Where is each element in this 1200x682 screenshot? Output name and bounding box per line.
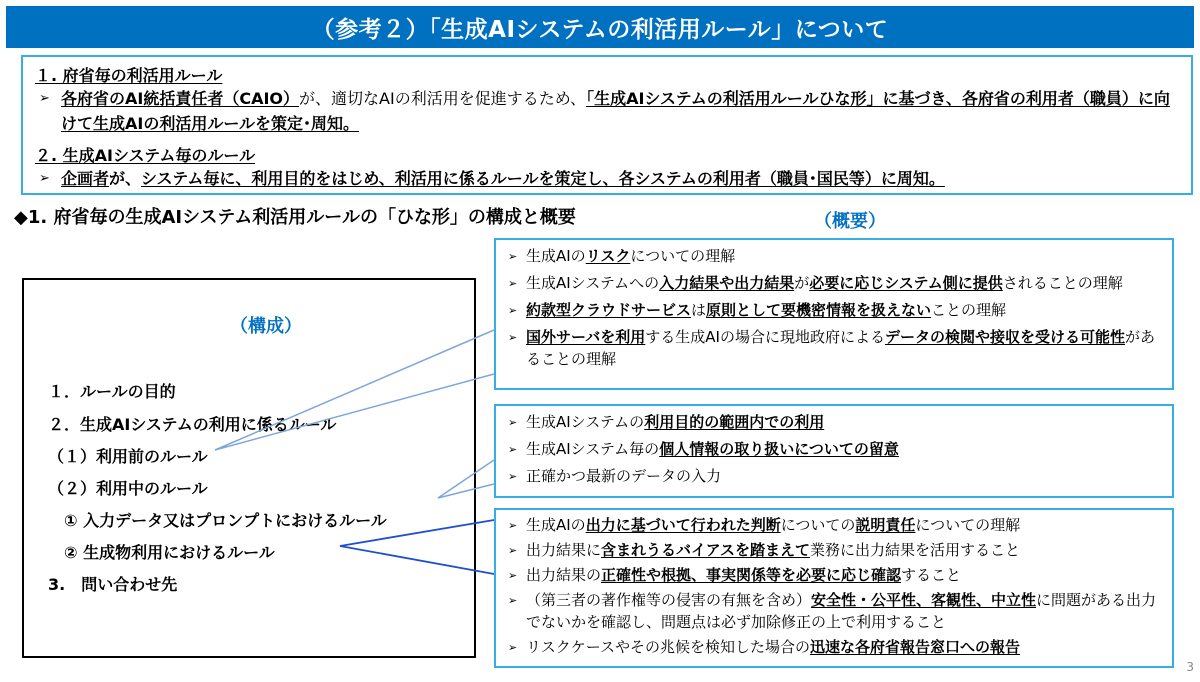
page-title: （参考２）「生成AIシステムの利活用ルール」について [6, 6, 1194, 48]
text: 正確かつ最新のデータの入力 [526, 467, 722, 485]
arrow-right-icon: ➢ [508, 250, 518, 263]
arrow-right-icon: ➢ [508, 519, 518, 532]
list-item [504, 438, 1164, 460]
rule2-text: が、 [109, 169, 142, 188]
structure-item: ２．生成AIシステムの利用に係るルール [48, 415, 337, 434]
text: が [794, 274, 810, 292]
arrow-right-icon: ➢ [508, 641, 518, 654]
emphasis: 出力に基づいて行われた判断 [585, 516, 781, 534]
text: 業務に出力結果を活用すること [809, 541, 1020, 559]
list-item [504, 564, 1164, 586]
text: （第三者の著作権等の侵害の有無を含め） [526, 591, 812, 609]
rule-section2-body [35, 166, 1181, 191]
text: 生成AIの [526, 247, 586, 265]
arrow-right-icon: ➢ [508, 544, 518, 557]
text: 出力結果に [526, 541, 602, 559]
rule1-emphasis: 「生成AIシステムの利活用ルールひな形」に基づき、各府省の利用者（職員）に向けて生成AIの利活用ルールを策定･周知。 [61, 89, 1170, 133]
text: は [691, 301, 707, 319]
arrow-right-icon: ➢ [508, 443, 518, 456]
emphasis: 入力結果や出力結果 [659, 274, 795, 292]
list-item [504, 514, 1164, 536]
text: があることの理解 [526, 328, 1155, 368]
emphasis: データの検閲や接収を受ける可能性 [884, 328, 1125, 346]
overview-box-output-use [494, 508, 1174, 668]
emphasis: 利用目的の範囲内での利用 [644, 413, 825, 431]
rule-section2-heading: ２. 生成AIシステム毎のルール [35, 146, 256, 165]
text: 生成AIシステムの [526, 413, 645, 431]
section-heading: ◆1. 府省毎の生成AIシステム利活用ルールの「ひな形」の構成と概要 [14, 207, 576, 228]
arrow-right-icon: ➢ [508, 416, 518, 429]
rule1-text: が、適切なAIの利活用を促進するため、 [299, 89, 587, 108]
list-item [504, 272, 1164, 294]
list-item [504, 326, 1164, 370]
text: に問題がある出力でないかを確認し、問題点は必ず加除修正の上で利用すること [526, 591, 1157, 631]
overview-label: （概要） [814, 211, 886, 232]
list-item [504, 539, 1164, 561]
emphasis: 説明責任 [855, 516, 916, 534]
emphasis: 国外サーバを利用 [526, 328, 646, 346]
emphasis: 迅速な各府省報告窓口への報告 [809, 638, 1020, 656]
emphasis: 原則として要機密情報を扱えない [706, 301, 932, 319]
emphasis: リスク [585, 247, 631, 265]
list-item [504, 299, 1164, 321]
page-number: 3 [1186, 660, 1194, 674]
structure-item: （２）利用中のルール [48, 479, 208, 498]
text: されることの理解 [1002, 274, 1123, 292]
list-item [504, 589, 1164, 633]
emphasis: 正確性や根拠、事実関係等を必要に応じ確認 [601, 566, 902, 584]
rules-summary-box [21, 55, 1193, 195]
list-item [504, 465, 1164, 487]
text: する生成AIの場合に現地政府による [645, 328, 885, 346]
structure-item: 3. 問い合わせ先 [48, 575, 178, 594]
list-item [504, 411, 1164, 433]
emphasis: 含まれうるバイアスを踏まえて [601, 541, 810, 559]
emphasis: 約款型クラウドサービス [526, 301, 692, 319]
text: についての [780, 516, 856, 534]
rule-section1-body [35, 86, 1181, 136]
list-item [504, 636, 1164, 658]
emphasis: 個人情報の取り扱いについての留意 [659, 440, 899, 458]
arrow-right-icon: ➢ [508, 569, 518, 582]
arrow-right-icon: ➢ [508, 470, 518, 483]
structure-item: １．ルールの目的 [48, 382, 176, 401]
emphasis: 必要に応じシステム側に提供 [809, 274, 1003, 292]
text: 生成AIの [526, 516, 586, 534]
arrow-right-icon: ➢ [39, 91, 50, 106]
text: リスクケースやその兆候を検知した場合の [526, 638, 810, 656]
rule2-emphasis: システム毎に、利用目的をはじめ、利活用に係るルールを策定し、各システムの利用者（職員･国民等）に周知。 [141, 169, 945, 188]
arrow-right-icon: ➢ [508, 304, 518, 317]
emphasis: 安全性・公平性、客観性、中立性 [811, 591, 1037, 609]
arrow-right-icon: ➢ [508, 331, 518, 344]
caio-text: 各府省のAI統括責任者（CAIO） [61, 89, 300, 108]
arrow-right-icon: ➢ [508, 277, 518, 290]
list-item [504, 245, 1164, 267]
planner-text: 企画者 [61, 169, 110, 188]
overview-box-before-use [494, 238, 1174, 390]
structure-item: ② 生成物利用におけるルール [64, 543, 275, 562]
arrow-right-icon: ➢ [508, 594, 518, 607]
structure-item: ① 入力データ又はプロンプトにおけるルール [64, 511, 387, 530]
structure-label: （構成） [230, 316, 302, 337]
text: についての理解 [915, 516, 1021, 534]
overview-box-during-input [494, 404, 1174, 498]
rule-section1-heading: １. 府省毎の利活用ルール [35, 66, 223, 85]
text: 生成AIシステム毎の [526, 440, 660, 458]
text: についての理解 [630, 247, 736, 265]
text: すること [901, 566, 962, 584]
structure-box [22, 278, 476, 658]
structure-item: （１）利用前のルール [48, 447, 208, 466]
arrow-right-icon: ➢ [39, 171, 50, 186]
text: ことの理解 [931, 301, 1007, 319]
text: 出力結果の [526, 566, 602, 584]
text: 生成AIシステムへの [526, 274, 660, 292]
